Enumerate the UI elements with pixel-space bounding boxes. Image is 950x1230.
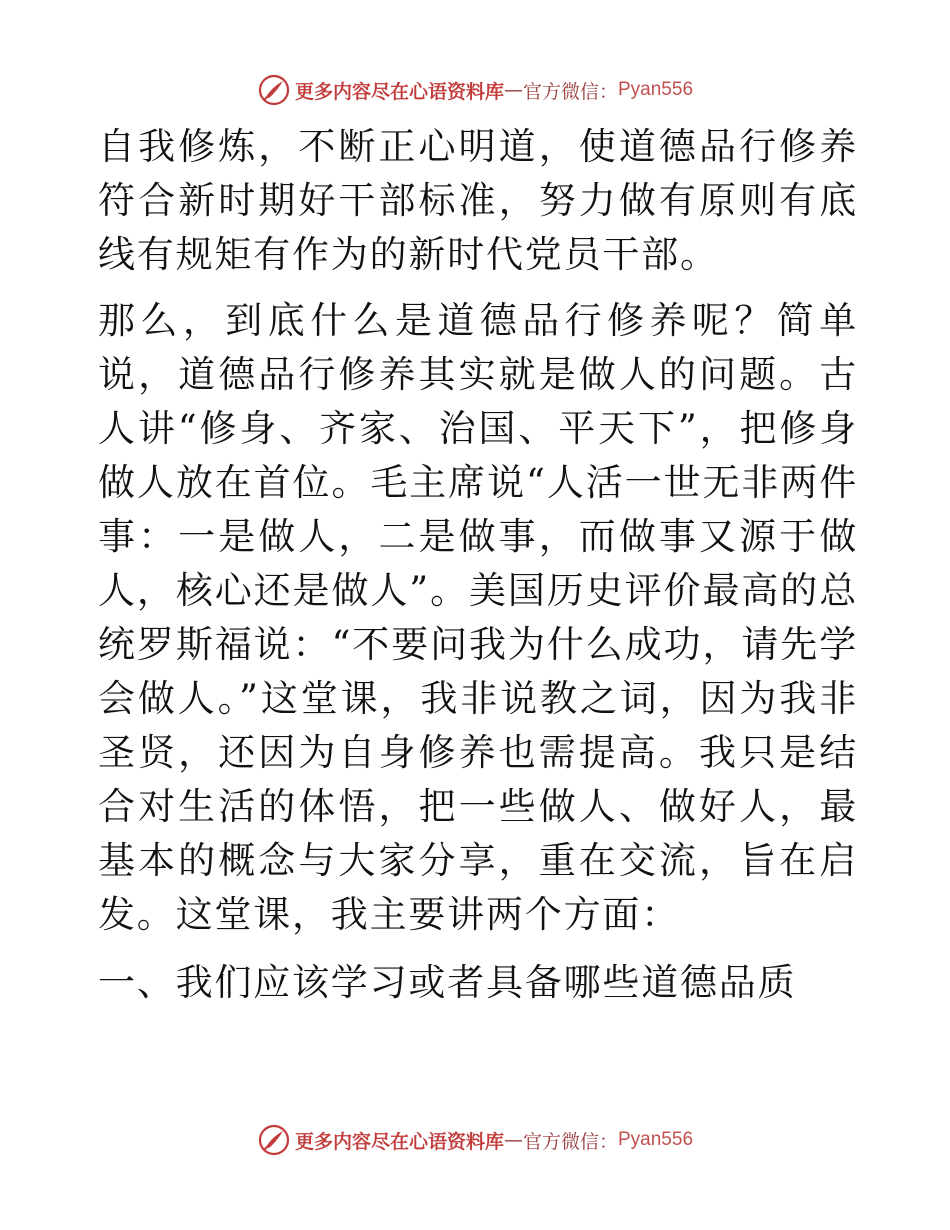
watermark-label: 官方微信： — [522, 1130, 618, 1153]
paragraph-1: 自我修炼，不断正心明道，使道德品行修养符合新时期好干部标准，努力做有原则有底线有规矩有作为的新时代党员干部。 — [98, 125, 858, 276]
brush-pen-logo-icon — [257, 73, 291, 107]
footer-watermark — [0, 1120, 950, 1160]
watermark-prefix: 更多内容尽在心语资料库 — [294, 1130, 504, 1153]
paragraph-2: 那么，到底什么是道德品行修养呢？简单说，道德品行修养其实就是做人的问题。古人讲“修身、齐家、治国、平天下”，把修身做人放在首位。毛主席说“人活一世无非两件事：一是做人，二是做事，而做事又源于做人，核心还是做人”。美国历史评价最高的总统罗斯福说：“不要问我为什么成功，请先学会做人。”这堂课，我非说教之词，因为我非圣贤，还因为自身修养也需提高。我只是结合对生活的体悟，把一些做人、做好人，最基本的概念与大家分享，重在交流，旨在启发。这堂课，我主要讲两个方面： — [98, 299, 858, 936]
document-body — [98, 120, 858, 1010]
watermark-label: 官方微信： — [522, 80, 618, 103]
watermark-account: Pyan556 — [618, 79, 694, 100]
watermark-separator: — — [503, 79, 523, 101]
brush-pen-logo-icon — [257, 1123, 291, 1157]
header-watermark — [0, 70, 950, 110]
section-heading-1: 一、我们应该学习或者具备哪些道德品质 — [98, 961, 797, 1004]
watermark-account: Pyan556 — [618, 1129, 694, 1150]
watermark-separator: — — [503, 1129, 523, 1151]
watermark-prefix: 更多内容尽在心语资料库 — [294, 80, 504, 103]
